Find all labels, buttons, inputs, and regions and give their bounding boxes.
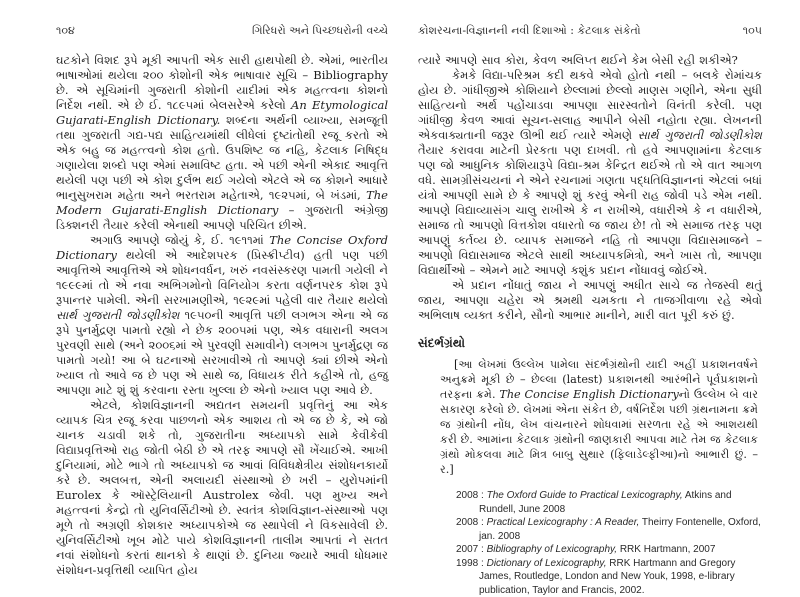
reference-year: 2007	[456, 544, 478, 555]
left-page-header	[56, 24, 388, 38]
reference-detail: Theirry Fontenelle, Oxford, jan. 2008	[479, 517, 761, 542]
book-title-italic: સાર્થ ગુજરાતી જોડણીકોશ	[638, 128, 762, 142]
reference-year: 2008	[456, 490, 478, 501]
reference-item	[456, 489, 762, 516]
reference-year: 2008	[456, 517, 478, 528]
right-page	[400, 0, 800, 566]
text-run: થયેલી એ આદેશપરક (પ્રિસ્ક્રીપ્ટીવ) હતી પણ પછી આવૃત્તિએ આવૃત્તિએ એ શોધનવર્ધન, ખરું નવસંસ્કરણ પામતી ગયેલી ને ૧૯૯૯માં તો એ નવા અભિગમોનો વિનિયોગ કરતા વર્ણનપરક કોશ રૂપે રૂપાન્તર પામેલી. એની સરખામણીએ, ૧૯૨૯માં પહેલી વાર તૈયાર થયેલો	[56, 248, 388, 307]
reference-item	[456, 516, 762, 543]
text-run: કેમકે વિદ્યા-પરિશ્રમ કદી થકવે એવો હોતો નથી – બલકે રોમાંચક હોય છે. ગાંધીજીએ કોશિયાને છેલ્લામાં છેલ્લો માણસ ગણીને, એના સુધી સાહિત્યનો અર્થ પહોંચાડવા આપણા સારસ્વતોને વિનંતી કરેલી. પણ ગાંધીજી કેવળ આવાં સૂચન-સલાહ આપીને બેસી નહોતા રહ્યા. લેખનની એકવાક્યતાની જરૂર ઊભી થઈ ત્યારે એમણે	[418, 68, 762, 142]
reference-year: 1998	[456, 558, 478, 569]
right-body-text	[418, 53, 762, 323]
reference-item	[456, 557, 762, 597]
reference-separator: :	[478, 558, 486, 569]
paragraph	[56, 233, 388, 398]
reference-detail: RRK Hartmann and Gregory James, Routledge, London and New Youk, 1998, e-library publication, Taylor and Francis, 2002.	[479, 558, 735, 596]
text-run: – ગુજરાતી અંગ્રેજી ડિક્શનરી તૈયાર કરેલી એનાથી આપણે પરિચિત છીએ.	[56, 203, 388, 232]
left-body-text	[56, 53, 388, 578]
reference-title-italic: The Oxford Guide to Practical Lexicography,	[487, 490, 683, 501]
text-run: એ પ્રદાન નોંધાતું જાય ને આપણું અધીત સાચે જ તેજસ્વી થતું જાય, આપણા ચહેરા એ શ્રમથી ચમકતા ને તાજગીવાળા રહે એવો અભિલાષ વ્યક્ત કરીને, સૌનો આભાર માનીને, મારી વાત પૂરી કરું છું.	[418, 278, 762, 322]
right-page-header	[418, 24, 762, 38]
reference-detail: RRK Hartmann, 2007	[617, 544, 715, 555]
book-title-italic: An Etymological Gujarati-English Dictionary.	[56, 98, 388, 127]
text-run: [આ લેખમાં ઉલ્લેખ પામેલા સંદર્ભગ્રંથોની યાદી અહીં પ્રકાશનવર્ષને અનુક્રમે મૂકી છે – છેલ્લા (latest) પ્રકાશનથી આરંભીને પૂર્વપ્રકાશનો તરફના ક્રમે.	[440, 358, 758, 401]
left-running-title: ગિરિધરો અને પિચ્છધરોની વચ્ચે	[252, 24, 388, 38]
text-run: અગાઉ આપણે જોયું કે, ઈ. ૧૯૧૧માં	[90, 233, 269, 247]
references-note	[440, 357, 758, 477]
book-title-italic: The Concise English Dictionary	[499, 388, 678, 401]
left-page-number: ૧૦૪	[56, 24, 75, 38]
reference-separator: :	[478, 490, 486, 501]
reference-title-italic: Practical Lexicography : A Reader,	[487, 517, 640, 528]
paragraph	[418, 68, 762, 278]
reference-separator: :	[478, 517, 486, 528]
reference-separator: :	[478, 544, 486, 555]
book-title-italic: સાર્થ ગુજરાતી જોડણીકોશ	[56, 308, 179, 322]
right-running-title: કોશરચના-વિજ્ઞાનની નવી દિશાઓ : કેટલાક સંકેતો	[418, 24, 641, 38]
text-run: ત્યારે આપણે સાવ કોરા, કેવળ અલિપ્ત થઈને કેમ બેસી રહી શકીએ?	[418, 53, 738, 67]
text-run: શબ્દના અર્થની વ્યાખ્યા, સમજૂતી તથા ગુજરાતી ગદ્ય-પદ્ય સાહિત્યમાંથી લીધેલાં દૃષ્ટાંતોથી રજૂ કરતો એ એક બહુ જ મહત્ત્વનો કોશ હતો. ઉપશિષ્ટ જ નહિ, કેટલાક નિષિદ્ધ ગણાયેલા શબ્દો પણ એમાં સમાવિષ્ટ હતા. એ પછી એની એકાદ આવૃત્તિ થયેલી પણ પછી એ કોશ દુર્લભ થઈ ગયેલો એટલે એ જ કોશને આધારે ભાનુસુખરામ મહેતા અને ભરતરામ મહેતાએ, ૧૯૨૫માં, બે ખંડમાં,	[56, 113, 388, 202]
references-list	[456, 489, 762, 597]
reference-title-italic: Bibliography of Lexicography,	[487, 544, 617, 555]
text-run: નો ઉલ્લેખ બે વાર સકારણ કરેલો છે. લેખમાં એના સંકેત છે, વર્ષનિર્દેશ પછી ગ્રંથનામના ક્રમે જ ગ્રંથોની નોંધ, લેખ વાંચનારને શોધવામાં સરળતા રહે એ આશયથી કરી છે. આમાંના કેટલાક ગ્રંથોની જાણકારી આપવા માટે તેમ જ કેટલાક ગ્રંથો મોકલવા માટે મિત્ર બાબુ સુથાર (ફિલાડેલ્ફીઆ)નો આભારી છું. – ર.]	[440, 388, 758, 476]
paragraph	[418, 53, 762, 68]
left-page	[0, 0, 400, 566]
references-heading: સંદર્ભગ્રંથો	[418, 336, 762, 351]
paragraph	[56, 53, 388, 233]
text-run: એટલે, કોશવિજ્ઞાનની અદ્યતન સમયની પ્રવૃત્તિનું આ એક વ્યાપક ચિત્ર રજૂ કરવા પાછળનો એક આશય તો એ જ છે કે, એ જો ચાનક ચડાવી શકે તો, ગુજરાતીના અધ્યાપકો સામે કેવીકેવી વિદ્યાપ્રવૃત્તિઓ રાહ જોતી બેઠી છે એ તરફ આપણે સૌ ખેંચાઈએ. આખી દુનિયામાં, મોટે ભાગે તો અધ્યાપકો જ આવાં વિવિધક્ષેત્રીય સંશોધનકાર્યો કરે છે. અલબત્ત, એની અલાયદી સંસ્થાઓ છે ખરી – યુરોપમાંની Eurolex કે ઑસ્ટ્રેલિયાની Austrolex જેવી. પણ મુખ્ય અને મહત્ત્વનાં કેન્દ્રો તો યુનિવર્સિટીઓ છે. સ્વતંત્ર કોશવિજ્ઞાન-સંસ્થાઓ પણ મૂળે તો અગ્રણી કોશકાર અધ્યાપકોએ જ સ્થાપેલી ને વિકસાવેલી છે. યુનિવર્સિટીઓ ખૂબ મોટે પાયે કોશવિજ્ઞાનની તાલીમ આપતાં ને સતત નવાં સંશોધનો કરતાં થાનકો કે થાણાં છે. દુનિયા જ્યારે આવી ધોધમાર સંશોધન-પ્રવૃત્તિથી વ્યાપિત હોય	[56, 398, 388, 577]
book-title-italic: The Concise Oxford Dictionary	[56, 233, 388, 262]
text-run: તૈયાર કરાવવા માટેની પ્રેરકતા પણ દાખવી. તો હવે આપણામાંના કેટલાક પણ જો આધુનિક કોશિયારૂપે વિદ્યા-શ્રમ કેન્દ્રિત થઈએ તો એ વાત આગળ વધે. સામગ્રીસંચયનાં ને એને રચનામાં ગણતા પદ્ધતિવિજ્ઞાનનાં એટલાં બધાં યંત્રો આપણી સામે છે કે આપણે શું કરવું એની રાહ જોવી પડે એમ નથી. આપણે વિદ્યાવ્યાસંગ ચાલુ રાખીએ કે ન રાખીએ, વધારીએ કે ન વધારીએ, સમાજ તો આપણો વિત્તકોશ વધારતો જ જાય છે! તો એ સમાજ તરફ પણ આપણું કર્તવ્ય છે. વ્યાપક સમાજને નહિ તો આપણા વિદ્યાસમાજને – આપણો વિદ્યાસમાજ એટલે સાથી અધ્યાપકમિત્રો, અને ખાસ તો, આપણા વિદ્યાર્થીઓ – એમને માટે આપણે કશુંક પ્રદાન નોંધાવવું જોઈએ.	[418, 143, 762, 277]
references-section	[418, 336, 762, 597]
reference-item	[456, 543, 762, 557]
reference-title-italic: Dictionary of Lexicography,	[487, 558, 607, 569]
right-page-number: ૧૦૫	[743, 24, 762, 38]
paragraph	[418, 278, 762, 323]
reference-detail: Atkins and Rundell, June 2008	[479, 490, 732, 515]
book-title-italic: The Modern Gujarati-English Dictionary	[56, 188, 388, 217]
text-run: ઘટકોને વિશદ રૂપે મૂકી આપતી એક સારી હાથપોથી છે. એમાં, ભારતીય ભાષાઓમાં થયેલા ૨૦૦ કોશોની એક ભાષાવાર સૂચિ – Bibliography છે. એ સૂચિમાંની ગુજરાતી કોશોની યાદીમાં એક મહત્ત્વના કોશનો નિર્દેશ નથી. એ છે ઈ. ૧૮૯૫માં બેલસરેએ કરેલો	[56, 53, 388, 112]
text-run: ૧૯૫૦ની આવૃત્તિ પછી લગભગ એના એ જ રૂપે પુનર્મુદ્રણ પામતો રહ્યો ને છેક ૨૦૦૫માં પણ, એક વધારાની અલગ પુરવણી સાથે (અને ૨૦૦૬માં એ પુરવણી સમાવીને) લગભગ પુનર્મુદ્રણ જ પામતો ગયો! આ બે ઘટનાઓ સરખાવીએ તો આપણે ક્યાં છીએ એનો ખ્યાલ તો આવે જ છે પણ એ સાથે જ, વિધાયક રીતે કહીએ તો, હજુ આપણા માટે શું શું કરવાના રસ્તા ખુલ્લા છે એનો ખ્યાલ પણ આવે છે.	[56, 308, 388, 397]
paragraph	[56, 398, 388, 578]
